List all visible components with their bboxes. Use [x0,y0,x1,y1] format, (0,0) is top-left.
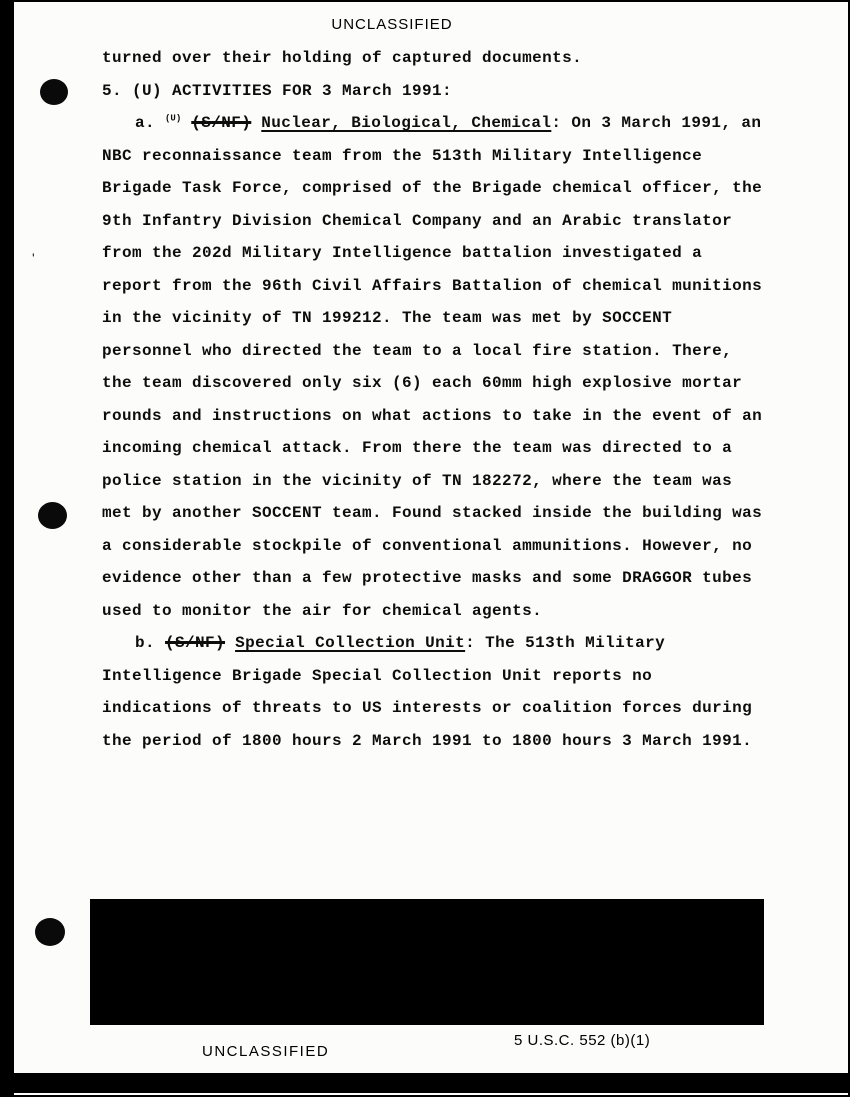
scan-edge-bottom-bar [2,1073,850,1093]
classification-banner-top: UNCLASSIFIED [331,16,453,33]
hole-punch-mark [40,79,68,105]
paragraph-a-text: : On 3 March 1991, an NBC reconnaissance team from the 513th Military Intelligence Brigade Task Force, comprised of the Brigade chemical officer, the 9th Infantry Division Chemical Company and an Arabic translator from the 202d Military Intelligence battalion investigated a report from the 96th Civil Affairs Battalion of chemical munitions in the vicinity of TN 199212. The team was met by SOCCENT personnel who directed the team to a local fire station. There, the team discovered only six (6) each 60mm high explosive mortar rounds and instructions on what actions to take in the event of an incoming chemical attack. From there the team was directed to a police station in the vicinity of TN 182272, where the team was met by another SOCCENT team. Found stacked inside the building was a considerable stockpile of conventional ammunitions. However, no evidence other than a few protective masks and some DRAGGOR tubes used to monitor the air for chemical agents. [102,114,763,620]
paragraph-a-title: Nuclear, Biological, Chemical [261,114,552,132]
scan-edge-left-bar [2,2,14,1097]
redaction-block [90,899,764,1025]
foia-exemption-citation: 5 U.S.C. 552 (b)(1) [514,1032,651,1049]
hole-punch-mark [35,918,65,946]
stray-scan-mark: ' [32,250,35,266]
paragraph-a [102,107,770,627]
classification-banner-bottom: UNCLASSIFIED [202,1043,330,1060]
handwritten-u-mark: (U) [165,113,182,124]
hole-punch-mark [38,502,67,529]
document-body [102,42,770,757]
struck-classification-marking: (S/NF) [191,114,252,132]
paragraph-a-label: a. [135,114,156,132]
paragraph-b-title: Special Collection Unit [235,634,466,652]
carryover-line: turned over their holding of captured documents. [102,49,583,67]
paragraph-b-label: b. [135,634,156,652]
struck-classification-marking: (S/NF) [165,634,226,652]
paragraph-b [102,627,770,757]
section-heading: 5. (U) ACTIVITIES FOR 3 March 1991: [102,81,453,100]
paragraph-b-text: : The 513th Military Intelligence Brigade Special Collection Unit reports no indications of threats to US interests or coalition forces during the period of 1800 hours 2 March 1991 to 1800 hours 3 March 1991. [102,634,753,750]
